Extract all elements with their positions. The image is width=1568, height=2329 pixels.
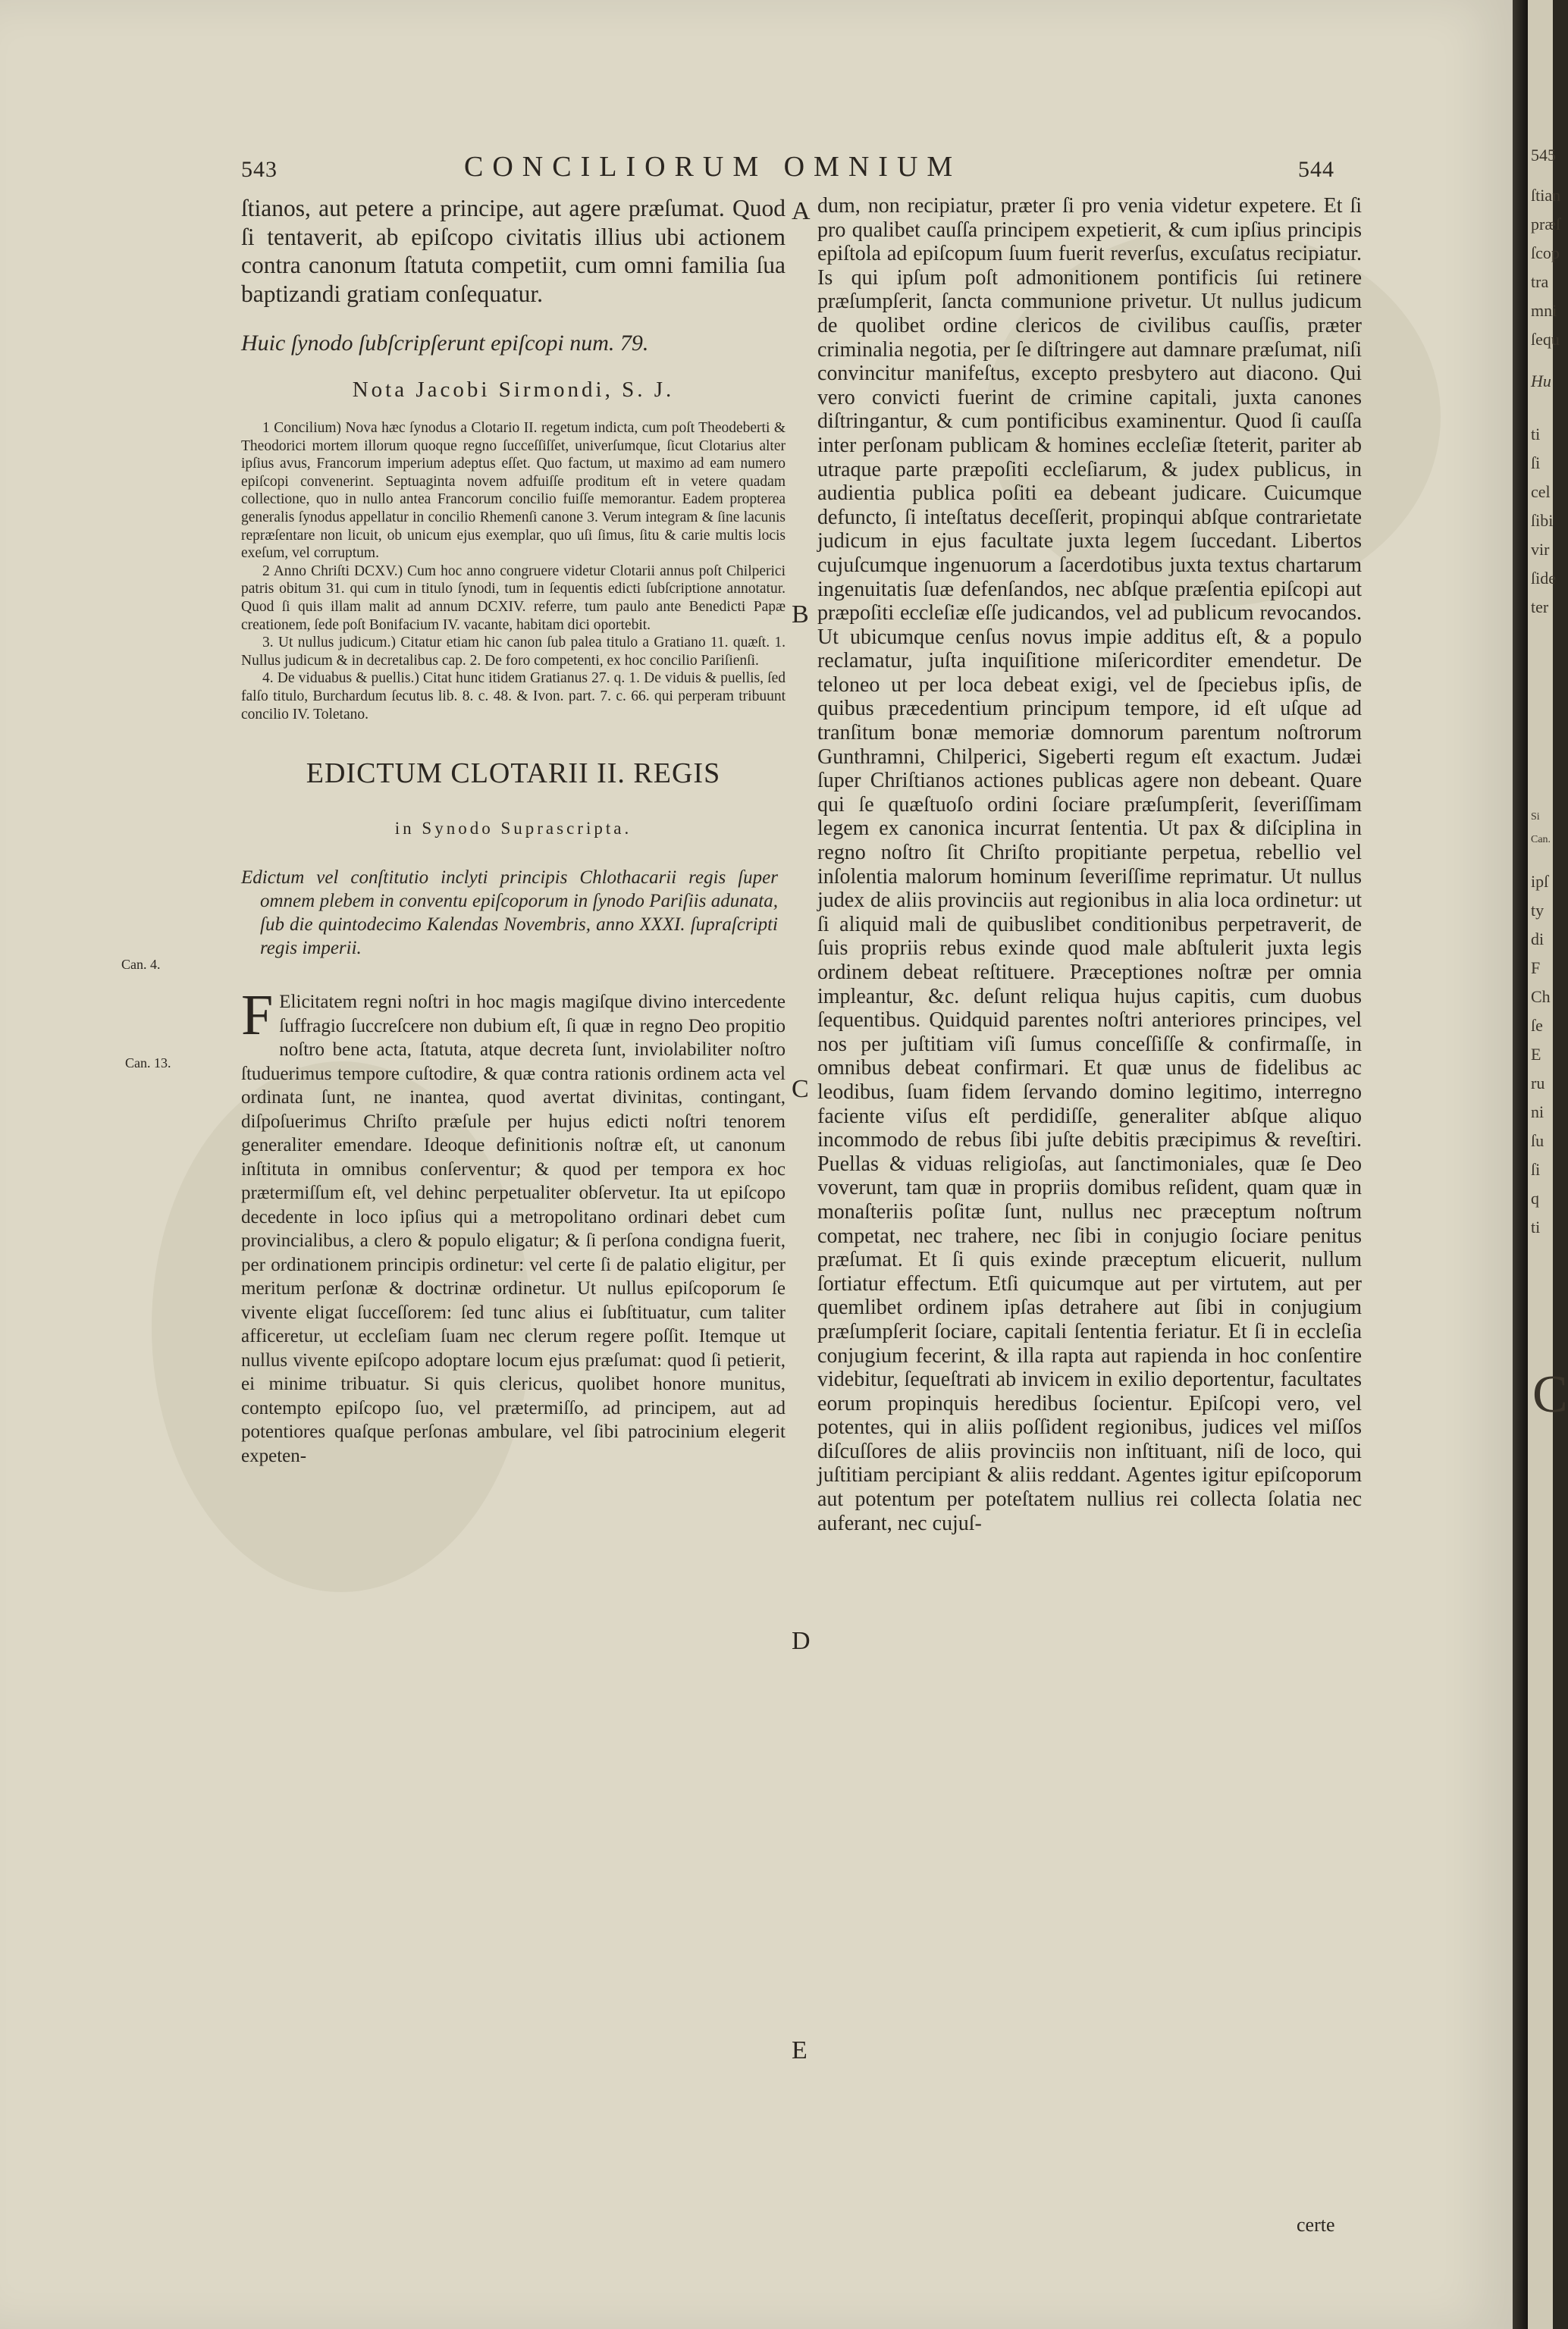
next-page-fragment: ni	[1531, 1102, 1544, 1121]
page-number-left: 543	[241, 157, 278, 182]
edict-text-body: Elicitatem regni noſtri in hoc magis magiſque divino intercedente ſuffragio ſuccreſcere non dubium eſt, ſi quæ in regno Deo propitio noſtro bene acta, ſtatuta, atque decreta ſunt, inviolabiliter noſtro ſtuduerimus tempore cuſtodire, & quæ contra rationis ordinem acta vel ordinata ſunt, ne inantea, quod avertat divinitas, contingant, diſpoſuerimus Chriſto præſule per hujus edicti noſtri tenorem generaliter emendare. Ideoque definitionis noſtræ eſt, ut canonum inſtituta in omnibus conſerventur; & quod per tempora ex hoc prætermiſſum eſt, vel dehinc perpetualiter obſervetur. Ita ut epiſcopo decedente in loco ipſius qui a metropolitano ordinari debet cum provincialibus, a clero & populo eligatur; & ſi perſona condigna fuerit, per ordinationem principis ordinetur: vel certe ſi de palatio eligitur, per meritum perſonæ & doctrinæ ordinetur. Ut nullus epiſcoporum ſe vivente eligat ſucceſſorem: ſed tunc alius ei ſubſtituatur, cum taliter afficeretur, ut eccleſiam ſuam nec clerum regere poſſit. Itemque ut nullus vivente epiſcopo adoptare locum ejus præſumat: quod ſi petierit, ei minime tribuatur. Si quis clericus, quolibet honore munitus, contempto epiſcopo ſuo, vel prætermiſſo, ad principem, aut ad potentiores quaſque perſonas ambulare, vel ſibi patrocinium elegerit expeten-	[241, 992, 786, 1466]
left-opening-paragraph: ſtianos, aut petere a principe, aut agere præſumat. Quod ſi tentaverit, ab epiſcopo civitatis illius ubi actionem contra canonum ſtatuta competiit, cum omni familia ſua baptizandi gratiam conſequatur.	[241, 195, 786, 307]
next-page-fragment: ru	[1531, 1074, 1545, 1092]
column-letter-e: E	[792, 2036, 808, 2064]
next-page-fragment: di	[1531, 929, 1544, 948]
next-page-fragment: Si	[1531, 811, 1540, 823]
note-4: 4. De viduabus & puellis.) Citat hunc itidem Gratianus 27. q. 1. De viduis & puellis, ſed falſo titulo, Burchardum ſecutus lib. 8. c. 48. & Ivon. part. 7. c. 66. qui perperam tribuunt concilio IV. Toletano.	[241, 670, 786, 723]
binding-gutter	[1513, 0, 1528, 2329]
catchword: certe	[1297, 2214, 1335, 2236]
note-3: 3. Ut nullus judicum.) Citatur etiam hic canon ſub palea titulo a Gratiano 11. quæſt. 1. Nullus judicum & in decretalibus cap. 2. De foro competenti, ex hoc concilio Pariſienſi.	[241, 635, 786, 669]
next-page-fragment: ſcop	[1531, 243, 1560, 262]
edict-subtitle: in Synodo Suprascripta.	[394, 819, 632, 839]
next-page-fragment: ſtian	[1531, 186, 1561, 205]
column-letter-b: B	[792, 600, 809, 628]
right-column	[817, 194, 1362, 1535]
edict-title: EDICTUM CLOTARII II. REGIS	[306, 757, 721, 790]
next-page-fragment: Can.	[1531, 834, 1551, 845]
margin-note-can-4: Can. 4.	[121, 957, 161, 972]
next-page-fragment: 545	[1531, 146, 1556, 165]
next-page-fragment: tra	[1531, 272, 1549, 291]
running-head-title: CONCILIORUM OMNIUM	[464, 151, 962, 183]
next-page-fragment: Ch	[1531, 987, 1551, 1006]
next-page-fragment: ſu	[1531, 1131, 1544, 1150]
next-page-fragment: ſi	[1531, 453, 1541, 472]
edict-text	[241, 983, 786, 1468]
next-page-fragment: mni	[1531, 301, 1557, 320]
page-number-right: 544	[1298, 157, 1334, 182]
next-page-fragment: præſ	[1531, 215, 1561, 234]
column-letter-d: D	[792, 1627, 811, 1655]
column-letter-c: C	[792, 1075, 809, 1103]
next-page-fragment: ſe	[1531, 1016, 1543, 1035]
next-page-fragment: ter	[1531, 597, 1549, 616]
right-column-text: dum, non recipiatur, præter ſi pro venia videtur expetere. Et ſi pro qualibet cauſſa principem expetierit, & cum ipſius principis epiſtola ad epiſcopum ſuum fuerit reverſus, excuſatus recipiatur. Is qui ipſum poſt admonitionem pontificis ſui retinere præſumpſerit, ſancta communione privetur. Ut nullus judicum de quolibet ordine clericos de civilibus cauſſis, præter criminalia negotia, per ſe diſtringere aut damnare præſumat, niſi convincitur manifeſtus, excepto presbytero aut diacono. Qui vero convicti fuerint de crimine capitali, juxta canones diſtringantur, & cum pontificibus examinentur. Quod ſi cauſſa inter perſonam publicam & homines eccleſiæ ſteterit, pariter ab utraque parte præpoſiti eccleſiarum, & judex publicus, in audientia publica poſiti ea debeant judicare. Cuicumque defuncto, ſi inteſtatus deceſſerit, propinqui abſque contrarietate judicum in ejus facultate juxta legem ſuccedant. Libertos cujuſcumque ingenuorum a ſacerdotibus juxta textus chartarum ingenuitatis ſuæ defenſandos, nec abſque præſentia epiſcopi aut præpoſiti eccleſiæ eſſe judicandos, vel ad publicum revocandos. Ut ubicumque cenſus novus impie additus eſt, & a populo reclamatur, juſta inquiſitione miſericorditer emendetur. De teloneo ut per loca debeat exigi, vel de ſpeciebus ipſis, de quibus præcedentium principum tempore, id eſt uſque ad tranſitum bonæ memoriæ domnorum parentum noſtrorum Gunthramni, Chilperici, Sigeberti regum eſt exactum. Judæi ſuper Chriſtianos actiones publicas agere non debeant. Quare qui ſe quæſtuoſo ordini ſociare præſumpſerit, ſeveriſſimam legem ex canonica incurrat ſententia. Ut pax & diſciplina in regno noſtro ſit Chriſto propitiante perpetua, rebellio vel inſolentia malorum hominum ſeveriſſime reprimatur. Ut nullus judex de aliis provinciis aut regionibus in alia loca ordinetur: ut ſi aliquid mali de quibuslibet conditionibus perpetraverit, de ſuis propriis rebus exinde quod male abſtulerit juxta legis ordinem debeat reſtituere. Præceptiones noſtræ per omnia impleantur, &c. deſunt reliqua hujus capitis, cum duobus ſequentibus. Quidquid parentes noſtri anteriores principes, vel nos per juſtitiam viſi ſumus conceſſiſſe & confirmaſſe, in omnibus debeat confirmari. Et quæ unus de fidelibus ac leodibus, ſuam fidem ſervando domino legitimo, interregno faciente viſus eſt perdidiſſe, generaliter abſque aliquo incommodo de rebus ſibi juſte debitis præcipimus & reveſtiri. Puellas & viduas religioſas, aut ſanctimoniales, quæ ſe Deo voverunt, tam quæ in propriis domibus reſident, quam quæ in monaſteriis poſitæ ſunt, nullus nec præceptum noſtrum competat, nec trahere, nec ſibi in conjugio ſociare penitus præſumat. Et ſi quis exinde præceptum elicuerit, nullum ſortiatur effectum. Etſi quicumque aut per virtutem, aut per quemlibet ordinem ipſas detrahere aut ſibi in conjugium præſumpſerit ſociare, capitali ſententia feriatur. Et ſi in eccleſia conjugium fecerint, & illa rapta aut rapienda in hoc conſentire videbitur, ſequeſtrati ab invicem in exilio deportentur, facultates eorum propinquis heredibus ſocientur. Epiſcopi vero, vel potentes, qui in aliis poſſident regionibus, judices vel miſſos diſcuſſores de aliis provinciis non inſtituant, niſi de loco, qui juſtitiam percipiant & aliis reddant. Agentes igitur epiſcoporum aut potentum per poteſtatem nullius rei collecta ſolatia nec auferant, nec cujuſ-	[817, 194, 1362, 1535]
next-page-fragment: ti	[1531, 1218, 1541, 1237]
notes-block	[241, 419, 786, 723]
next-page-fragment: cel	[1531, 482, 1551, 501]
edict-intro: Edictum vel conſtitutio inclyti principis Chlothacarii regis ſuper omnem plebem in conventu epiſcoporum in ſynodo Pariſiis adunata, ſub die quintodecimo Kalendas Novembris, anno XXXI. ſupraſcripti regis imperii.	[241, 867, 778, 959]
note-1: 1 Concilium) Nova hæc ſynodus a Clotario II. regetum indicta, cum poſt Theodeberti & Theodorici mortem illorum quoque regno ſucceſſiſſet, univerſumque, ſicut Clotarius alter ipſius avus, Francorum imperium adeptus eſſet. Quo factum, ut maximo ad eam numero epiſcopi convenerint. Septuaginta novem adfuiſſe proditum eſt in vetere quadam collectione, quo in nullo antea Francorum concilio fuiſſe memorantur. Eadem propterea generalis ſynodus appellatur in concilio Rhemenſi canone 3. Verum integram & ſine lacunis repræſentare non licuit, ob unicum ejus exemplar, quo uſi ſimus, ſitu & carie multis locis exeſum, vel corruptum.	[241, 420, 786, 562]
next-page-fragment: ſide	[1531, 569, 1556, 588]
margin-note-can-13: Can. 13.	[125, 1055, 171, 1070]
next-page-fragment: C	[1532, 1365, 1568, 1424]
next-page-fragment: vir	[1531, 540, 1550, 559]
next-page-fragment: ſequ	[1531, 330, 1560, 349]
next-page-fragment: ty	[1531, 901, 1544, 920]
left-column	[241, 194, 786, 1468]
next-page-edge	[1528, 0, 1568, 2329]
next-page-fragment: E	[1531, 1045, 1541, 1064]
next-page-fragment: ſi	[1531, 1160, 1541, 1179]
next-page-fragment: ti	[1531, 425, 1541, 444]
next-page-fragment: ipſ	[1531, 872, 1549, 891]
nota-heading: Nota Jacobi Sirmondi, S. J.	[352, 378, 675, 402]
next-page-fragment: q	[1531, 1189, 1539, 1208]
dropcap-letter: F	[241, 983, 274, 1048]
note-2: 2 Anno Chriſti DCXV.) Cum hoc anno congruere videtur Clotarii annus poſt Chilperici patris obitum 31. qui cum in titulo ſynodi, tum in ſequentis edicti ſubſcriptione annotatur. Quod ſi quis illam malit ad annum DCXIV. referre, tum paulo ante Benedicti Papæ creationem, ſede poſt Bonifacium IV. vacante, habitam dici oportebit.	[241, 563, 786, 633]
column-letter-a: A	[792, 197, 811, 225]
next-page-fragment: F	[1531, 958, 1541, 977]
next-page-fragment: ſibi	[1531, 511, 1554, 530]
next-page-fragment: Hu	[1531, 371, 1551, 390]
subscribers-line: Huic ſynodo ſubſcripſerunt epiſcopi num. 79.	[241, 331, 649, 356]
